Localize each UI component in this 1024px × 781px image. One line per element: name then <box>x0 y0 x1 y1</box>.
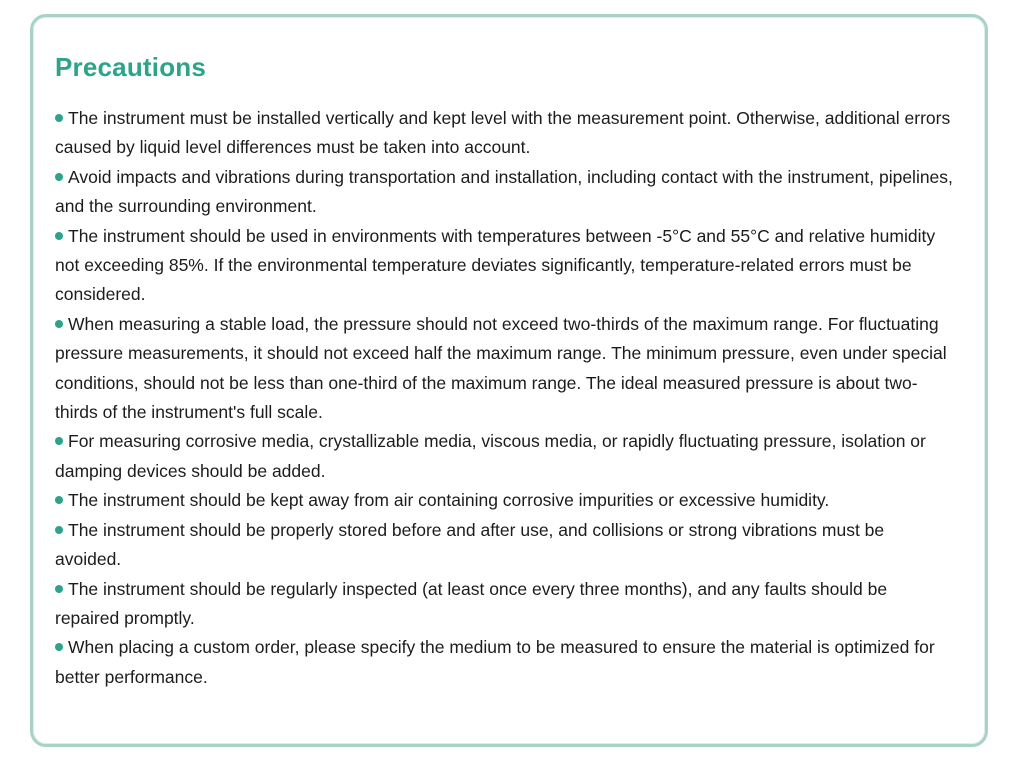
list-item <box>55 104 955 163</box>
list-item-text: When measuring a stable load, the pressure should not exceed two-thirds of the maximum range. For fluctuating pressure measurements, it should not exceed half the maximum range. The minimum pressure, even under special conditions, should not be less than one-third of the maximum range. The ideal measured pressure is about two-thirds of the instrument's full scale. <box>55 313 947 423</box>
bullet-dot-icon <box>55 320 63 328</box>
bullet-dot-icon <box>55 114 63 122</box>
list-item <box>55 163 955 222</box>
list-item-text: When placing a custom order, please specify the medium to be measured to ensure the material is optimized for better performance. <box>55 637 935 687</box>
list-item <box>55 427 955 486</box>
list-item <box>55 222 955 310</box>
list-item-text: The instrument should be properly stored before and after use, and collisions or strong vibrations must be avoided. <box>55 519 885 570</box>
list-item-text: The instrument should be kept away from air containing corrosive impurities or excessive humidity. <box>68 490 830 511</box>
precautions-card <box>30 14 988 747</box>
bullet-dot-icon <box>55 496 63 504</box>
list-item <box>55 310 955 428</box>
bullet-dot-icon <box>55 173 63 181</box>
bullet-dot-icon <box>55 526 63 534</box>
list-item-text: For measuring corrosive media, crystallizable media, viscous media, or rapidly fluctuating pressure, isolation or damping devices should be added. <box>55 431 926 481</box>
bullet-dot-icon <box>55 643 63 651</box>
list-item-text: Avoid impacts and vibrations during transportation and installation, including contact with the instrument, pipelines, and the surrounding environment. <box>55 166 953 217</box>
list-item <box>55 633 955 692</box>
list-item-text: The instrument must be installed vertically and kept level with the measurement point. Otherwise, additional errors caused by liquid level differences must be taken into account. <box>55 108 951 158</box>
bullet-dot-icon <box>55 437 63 445</box>
list-item <box>55 516 955 575</box>
bullet-dot-icon <box>55 232 63 240</box>
bullet-dot-icon <box>55 585 63 593</box>
list-item <box>55 575 955 634</box>
list-item-text: The instrument should be used in environments with temperatures between -5°C and 55°C and relative humidity not exceeding 85%. If the environmental temperature deviates significantly, temperature-related errors must be considered. <box>55 225 936 305</box>
list-item <box>55 486 955 515</box>
page-title: Precautions <box>55 52 207 82</box>
list-item-text: The instrument should be regularly inspected (at least once every three months), and any faults should be repaired promptly. <box>55 578 888 628</box>
precautions-list <box>55 104 955 692</box>
